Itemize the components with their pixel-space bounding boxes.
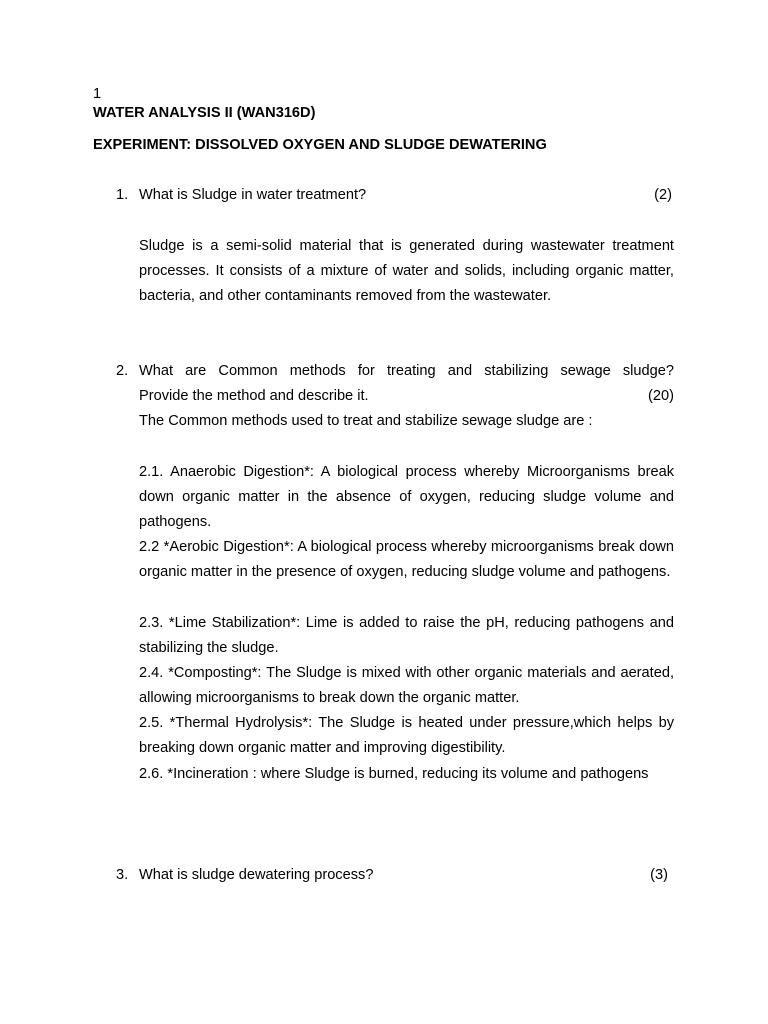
question-2-intro: The Common methods used to treat and stabilize sewage sludge are :	[139, 413, 593, 429]
method-item-2-2: 2.2 *Aerobic Digestion*: A biological process whereby microorganisms break down organic matter in the presence of oxygen, reducing sludge volume and pathogens.	[139, 539, 674, 581]
method-item-2-3: 2.3. *Lime Stabilization*: Lime is added to raise the pH, reducing pathogens and stabilizing the sludge.	[139, 615, 674, 657]
question-2-number: 2.	[116, 363, 129, 379]
question-1-number: 1.	[116, 187, 129, 203]
question-3-text: What is sludge dewatering process?	[139, 867, 374, 883]
method-item-2-1: 2.1. Anaerobic Digestion*: A biological process whereby Microorganisms break down organic matter in the absence of oxygen, reducing sludge volume and pathogens.	[139, 464, 674, 531]
question-2-marks: (20)	[648, 388, 674, 404]
question-3-marks: (3)	[650, 867, 668, 883]
question-2-text-line1: What are Common methods for treating and stabilizing sewage sludge?	[139, 363, 674, 379]
page-number: 1	[93, 86, 102, 102]
question-1-marks: (2)	[654, 187, 672, 203]
experiment-title: EXPERIMENT: DISSOLVED OXYGEN AND SLUDGE DEWATERING	[93, 137, 547, 153]
question-1-text: What is Sludge in water treatment?	[139, 187, 367, 203]
course-title: WATER ANALYSIS II (WAN316D)	[93, 105, 316, 121]
method-item-2-4: 2.4. *Composting*: The Sludge is mixed with other organic materials and aerated, allowing microorganisms to break down the organic matter.	[139, 665, 674, 707]
method-item-2-5: 2.5. *Thermal Hydrolysis*: The Sludge is heated under pressure,which helps by breaking down organic matter and improving digestibility.	[139, 715, 674, 757]
method-item-2-6: 2.6. *Incineration : where Sludge is burned, reducing its volume and pathogens	[139, 766, 649, 782]
question-1-answer: Sludge is a semi-solid material that is generated during wastewater treatment processes. It consists of a mixture of water and solids, including organic matter, bacteria, and other contaminants removed from the wastewater.	[139, 238, 674, 305]
question-2-text-line2: Provide the method and describe it.	[139, 388, 369, 404]
question-3-number: 3.	[116, 867, 129, 883]
